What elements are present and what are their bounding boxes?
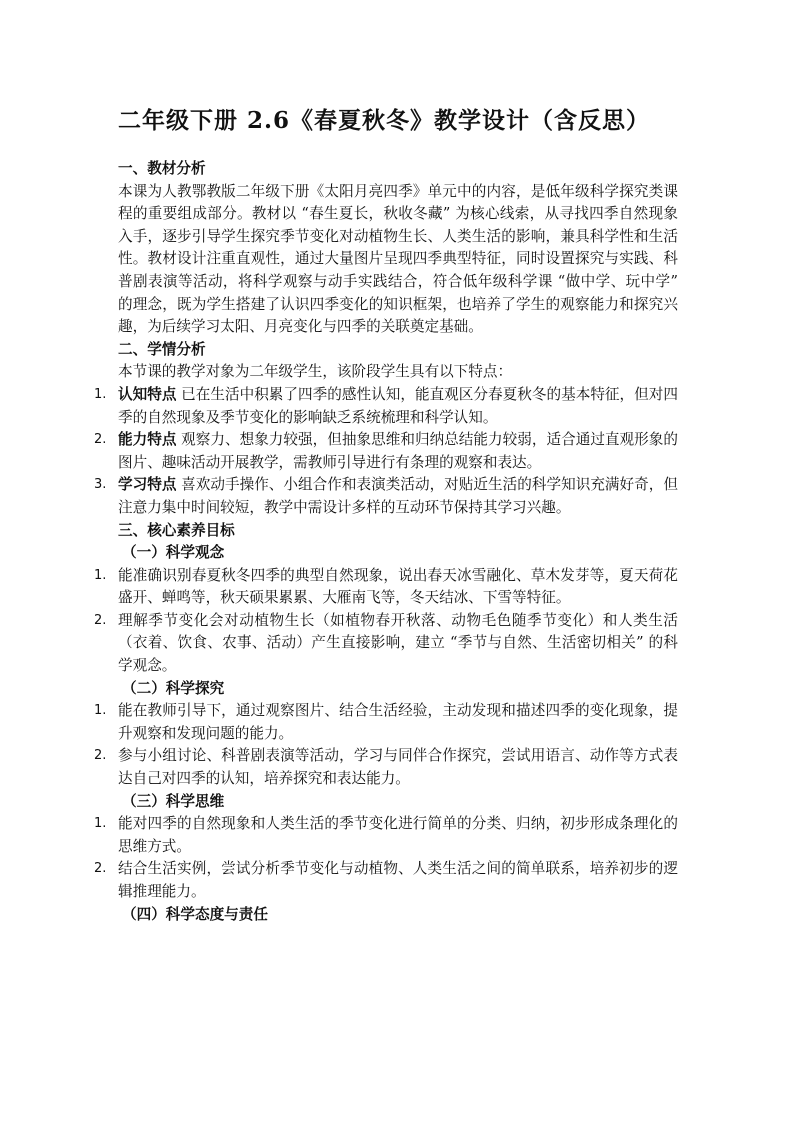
list-item <box>94 610 678 678</box>
list-item <box>94 429 678 474</box>
trait-keyword: 能力特点 <box>118 431 177 449</box>
list-number: 2. <box>94 432 107 448</box>
trait-keyword: 学习特点 <box>118 476 177 494</box>
document-body <box>94 158 678 926</box>
section-heading-core-goals: 三、核心素养目标 <box>118 521 235 539</box>
list-item <box>94 565 678 610</box>
textbook-analysis-paragraph: 本课为人教鄂教版二年级下册《太阳月亮四季》单元中的内容，是低年级科学探究类课程的重要组成部分。教材以 “春生夏长，秋收冬藏” 为核心线索，从寻找四季自然现象入手，逐步引导学生探究季节变化对动植物生长、人类生活的影响，兼具科学性和生活性。教材设计注重直观性，通过大量图片呈现四季典型特征，同时设置探究与实践、科普剧表演等活动，将科学观察与动手实践结合，符合低年级科学课 “做中学、玩中学” 的理念，既为学生搭建了认识四季变化的知识框架，也培养了学生的观察能力和探究兴趣，为后续学习太阳、月亮变化与四季的关联奠定基础。 <box>118 182 678 336</box>
list-item <box>94 700 678 745</box>
list-number: 2. <box>94 748 107 764</box>
list-text: 能准确识别春夏秋冬四季的典型自然现象，说出春天冰雪融化、草木发芽等，夏天荷花盛开、蝉鸣等，秋天硕果累累、大雁南飞等，冬天结冰、下雪等特征。 <box>118 566 678 607</box>
document-title: 二年级下册 2.6《春夏秋冬》教学设计（含反思） <box>118 107 651 134</box>
science-thinking-list <box>94 813 678 903</box>
list-item <box>94 813 678 858</box>
science-inquiry-list <box>94 700 678 790</box>
section-heading-student-analysis: 二、学情分析 <box>118 340 206 358</box>
subheading-science-thinking: （三）科学思维 <box>122 792 225 810</box>
list-item <box>94 474 678 519</box>
list-text: 能在教师引导下，通过观察图片、结合生活经验，主动发现和描述四季的变化现象，提升观察和发现问题的能力。 <box>118 702 678 742</box>
list-number: 1. <box>94 816 107 832</box>
list-number: 2. <box>94 861 107 877</box>
list-number: 2. <box>94 612 107 628</box>
list-number: 1. <box>94 386 107 402</box>
list-item <box>94 858 678 903</box>
list-number: 1. <box>94 703 107 719</box>
trait-text: 已在生活中积累了四季的感性认知，能直观区分春夏秋冬的基本特征，但对四季的自然现象及季节变化的影响缺乏系统梳理和科学认知。 <box>118 385 678 426</box>
list-number: 1. <box>94 567 107 583</box>
trait-keyword: 认知特点 <box>118 385 177 403</box>
science-concepts-list <box>94 565 678 678</box>
list-text: 结合生活实例，尝试分析季节变化与动植物、人类生活之间的简单联系，培养初步的逻辑推理能力。 <box>118 860 678 900</box>
subheading-science-concepts: （一）科学观念 <box>122 544 225 562</box>
list-item <box>94 745 678 790</box>
list-item <box>94 384 678 429</box>
section-heading-textbook-analysis: 一、教材分析 <box>118 160 206 177</box>
list-text: 参与小组讨论、科普剧表演等活动，学习与同伴合作探究，尝试用语言、动作等方式表达自己对四季的认知，培养探究和表达能力。 <box>118 747 678 788</box>
list-number: 3. <box>94 477 107 493</box>
student-traits-list <box>94 384 678 520</box>
subheading-science-attitude: （四）科学态度与责任 <box>122 905 268 923</box>
list-text: 理解季节变化会对动植物生长（如植物春开秋落、动物毛色随季节变化）和人类生活（衣着、饮食、农事、活动）产生直接影响，建立 “季节与自然、生活密切相关” 的科学观念。 <box>118 611 678 675</box>
trait-text: 喜欢动手操作、小组合作和表演类活动，对贴近生活的科学知识充满好奇，但注意力集中时间较短，教学中需设计多样的互动环节保持其学习兴趣。 <box>118 476 678 516</box>
trait-text: 观察力、想象力较强，但抽象思维和归纳总结能力较弱，适合通过直观形象的图片、趣味活动开展教学，需教师引导进行有条理的观察和表达。 <box>118 431 678 471</box>
subheading-science-inquiry: （二）科学探究 <box>122 679 225 697</box>
list-text: 能对四季的自然现象和人类生活的季节变化进行简单的分类、归纳，初步形成条理化的思维方式。 <box>118 815 678 855</box>
student-analysis-intro: 本节课的教学对象为二年级学生，该阶段学生具有以下特点： <box>118 363 513 381</box>
